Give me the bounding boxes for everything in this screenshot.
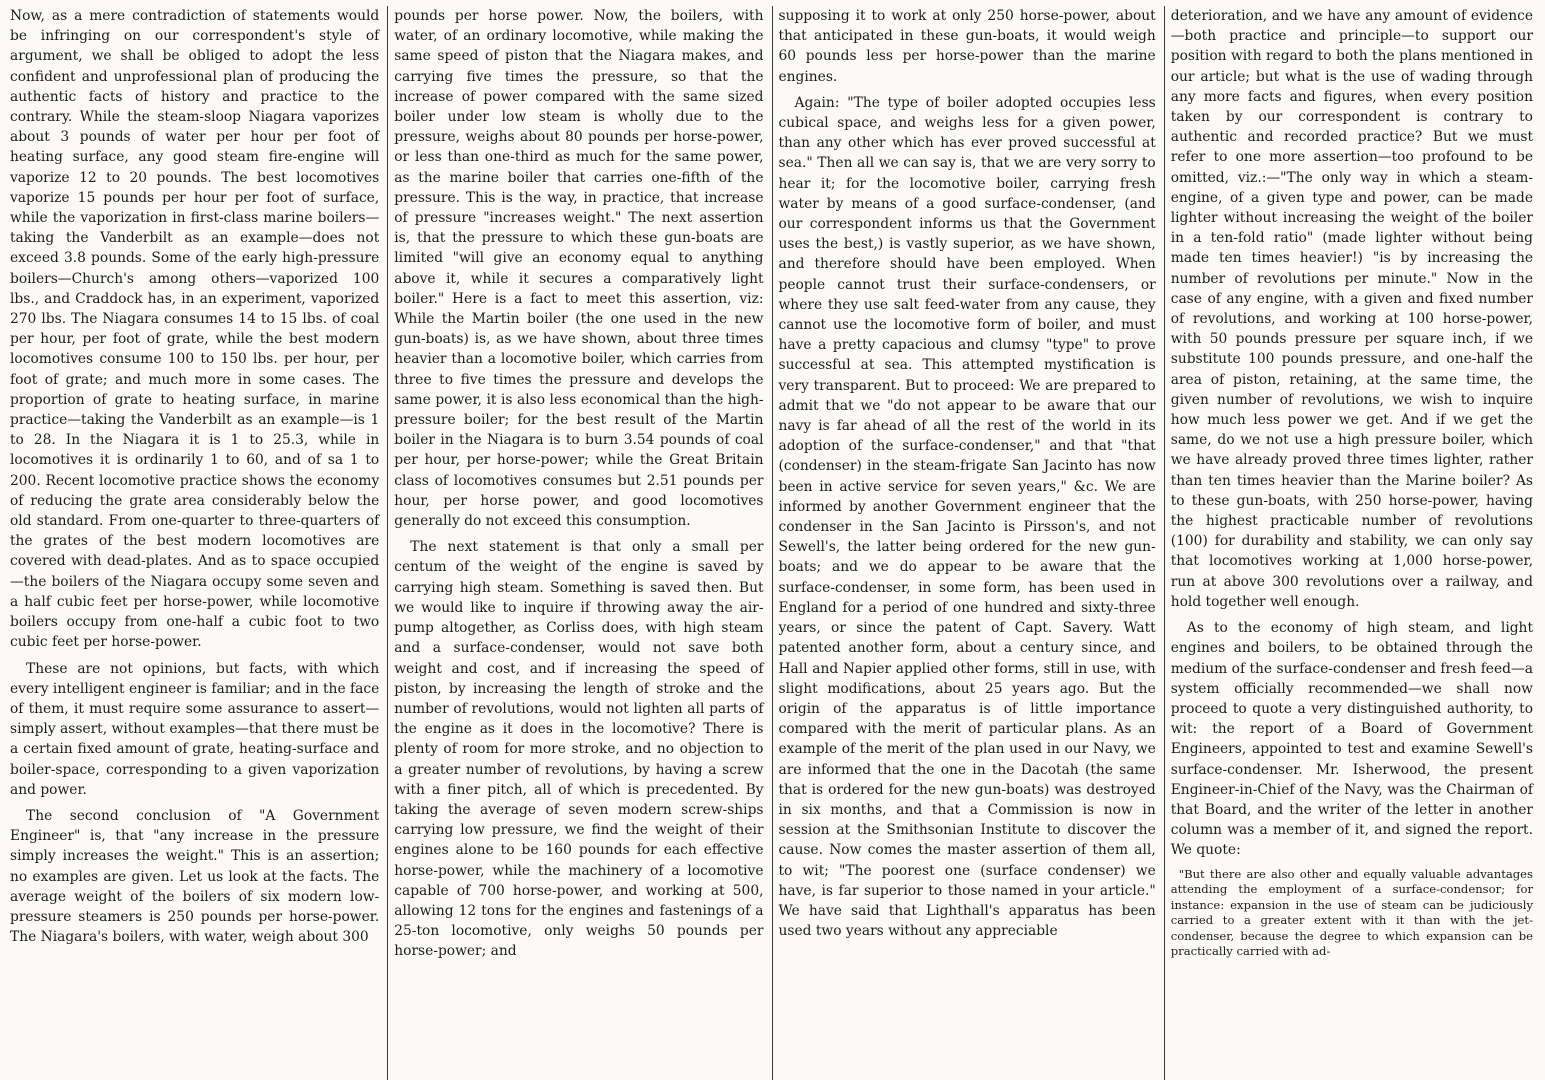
- column-2-paragraph-2: The next statement is that only a small per centum of the weight of the engine is saved by carrying high steam. Something is saved then. But we would like to inquire if throwing away the air-pump altogether, as Corliss does, with high steam and a surface-condenser, would not save both weight and cost, and if increasing the speed of piston, by increasing the length of stroke and the number of revolutions, would not lighten all parts of the engine as it does in the locomotive? There is plenty of room for more stroke, and no objection to a greater number of revolutions, by having a screw with a finer pitch, all of which is precedented. By taking the average of seven modern screw-ships carrying low pressure, we find the weight of their engines alone to be 160 pounds for each effective horse-power, while the machinery of a locomotive capable of 700 horse-power, and working at 500, allowing 12 tons for the engines and fastenings of a 25-ton locomotive, only weighs 50 pounds per horse-power; and: [394, 539, 764, 960]
- text-column-4: [1165, 6, 1541, 1080]
- column-3-paragraph-2: Again: "The type of boiler adopted occupies less cubical space, and weighs less for a given power, than any other which has ever proved successful at sea." Then all we can say is, that we are very sorry to hear it; for the locomotive boiler, carrying fresh water by means of a good surface-condenser, (and our correspondent informs us that the Government uses the best,) is vastly superior, as we have shown, and therefore should have been employed. When people cannot trust their surface-condensers, or where they use salt feed-water from any cause, they cannot use the locomotive form of boiler, and must have a pretty capacious and clumsy "type" to prove successful at sea. This attempted mystification is very transparent. But to proceed: We are prepared to admit that we "do not appear to be aware that our navy is far ahead of all the rest of the world in its adoption of the surface-condenser," and that "that (condenser) in the steam-frigate San Jacinto has now been in active service for seven years," &c. We are informed by another Government engineer that the condenser in the San Jacinto is Pirsson's, and not Sewell's, the latter being ordered for the new gun-boats; and we do appear to be aware that the surface-condenser, in some form, has been used in England for a period of one hundred and sixty-three years, or since the patent of Capt. Savery. Watt patented another form, about a century since, and Hall and Napier applied other forms, still in use, with slight modifications, about 25 years ago. But the origin of the apparatus is of little importance compared with the merit of particular plans. As an example of the merit of the plan used in our Navy, we are informed that the one in the Dacotah (the same that is ordered for the new gun-boats) was destroyed in six months, and that a Commission is now in session at the Smithsonian Institute to discover the cause. Now comes the master assertion of them all, to wit; "The poorest one (surface condenser) we have, is far superior to those named in your article." We have said that Lighthall's apparatus has been used two years without any appreciable: [778, 94, 1156, 940]
- text-column-3: [773, 6, 1164, 1080]
- text-column-1: [4, 6, 387, 1080]
- column-4-paragraph-1: deterioration, and we have any amount of evidence—both practice and principle—to support our position with regard to both the plans mentioned in our article; but what is the use of wading through any more facts and figures, when every position taken by our correspondent is contrary to authentic and recorded practice? But we must refer to one more assertion—too profound to be omitted, viz.:—"The only way in which a steam-engine, of a given type and power, can be made lighter without increasing the weight of the boiler in a ten-fold ratio" (made lighter without being made ten times heavier!) "is by increasing the number of revolutions per minute." Now in the case of any engine, with a given and fixed number of revolutions, and working at 100 horse-power, with 50 pounds pressure per square inch, if we substitute 100 pounds pressure, and one-half the area of piston, retaining, at the same time, the given number of revolutions, we wish to inquire how much less power we get. And if we get the same, do we not use a high pressure boiler, which we have already proved three times lighter, rather than ten times heavier than the Marine boiler? As to these gun-boats, with 250 horse-power, having the highest practicable number of revolutions (100) for durability and stability, we can only say that locomotives working at 1,000 horse-power, run at above 300 revolutions over a railway, and hold together well enough.: [1170, 8, 1533, 610]
- column-4-paragraph-2: As to the economy of high steam, and light engines and boilers, to be obtained through the medium of the surface-condenser and fresh feed—a system officially recommended—we shall now proceed to quote a very distinguished authority, to wit: the report of a Board of Government Engineers, appointed to test and examine Sewell's surface-condenser. Mr. Isherwood, the present Engineer-in-Chief of the Navy, was the Chairman of that Board, and the writer of the letter in another column was a member of it, and signed the report. We quote:: [1170, 620, 1533, 859]
- column-4-quotation: "But there are also other and equally valuable advantages attending the employment of a surface-condensor; for instance: expansion in the use of steam can be judiciously carried to a greater extent with it than with the jet-condenser, because the degree to which expansion can be practically carried with ad-: [1170, 866, 1533, 959]
- column-1-paragraph-2: These are not opinions, but facts, with which every intelligent engineer is familiar; and in the face of them, it must require some assurance to assert—simply assert, without examples—that there must be a certain fixed amount of grate, heating-surface and boiler-space, corresponding to a given vaporization and power.: [10, 660, 380, 798]
- column-1-paragraph-1: Now, as a mere contradiction of statements would be infringing on our correspondent's style of argument, we shall be obliged to adopt the less confident and unprofessional plan of producing the authentic facts of history and practice to the contrary. While the steam-sloop Niagara vaporizes about 3 pounds of water per hour per foot of heating surface, any good steam fire-engine will vaporize 12 to 20 pounds. The best locomotives vaporize 15 pounds per hour per foot of surface, while the vaporization in first-class marine boilers—taking the Vanderbilt as an example—does not exceed 3.8 pounds. Some of the early high-pressure boilers—Church's among others—vaporized 100 lbs., and Craddock has, in an experiment, vaporized 270 lbs. The Niagara consumes 14 to 15 lbs. of coal per hour, per foot of grate, while the best modern locomotives consume 100 to 150 lbs. per hour, per foot of grate; and much more in some cases. The proportion of grate to heating surface, in marine practice—taking the Vanderbilt as an example—is 1 to 28. In the Niagara it is 1 to 25.3, while in locomotives it is ordinarily 1 to 60, and of sa 1 to 200. Recent locomotive practice shows the economy of reducing the grate area considerably below the old standard. From one-quarter to three-quarters of the grates of the best modern locomotives are covered with dead-plates. And as to space occupied—the boilers of the Niagara occupy some seven and a half cubic feet per horse-power, while locomotive boilers occupy from one-half a cubic foot to two cubic feet per horse-power.: [10, 8, 380, 651]
- text-column-2: [388, 6, 771, 1080]
- column-1-paragraph-3: The second conclusion of "A Government Engineer" is, that "any increase in the pressure simply increases the weight." This is an assertion; no examples are given. Let us look at the facts. The average weight of the boilers of six modern low-pressure steamers is 250 pounds per horse-power. The Niagara's boilers, with water, weigh about 300: [10, 807, 380, 946]
- column-3-paragraph-1: supposing it to work at only 250 horse-power, about that anticipated in these gun-boats, it would weigh 60 pounds less per horse-power than the marine engines.: [778, 8, 1156, 85]
- column-2-paragraph-1: pounds per horse power. Now, the boilers, with water, of an ordinary locomotive, while making the same speed of piston that the Niagara makes, and carrying five times the pressure, so that the increase of power compared with the same sized boiler under low steam is wholly due to the pressure, weighs about 80 pounds per horse-power, or less than one-third as much for the same power, as the marine boiler that carries one-fifth of the pressure. This is the way, in practice, that increase of pressure "increases weight." The next assertion is, that the pressure to which these gun-boats are limited "will give an economy equal to anything above it, while it secures a comparatively light boiler." Here is a fact to meet this assertion, viz: While the Martin boiler (the one used in the new gun-boats) is, as we have shown, about three times heavier than a locomotive boiler, which carries from three to five times the pressure and develops the same power, it is also less economical than the high-pressure boiler; for the best result of the Martin boiler in the Niagara is to burn 3.54 pounds of coal per hour, per horse-power; while the Great Britain class of locomotives consumes but 2.51 pounds per hour, per horse power, and good locomotives generally do not exceed this consumption.: [394, 8, 764, 530]
